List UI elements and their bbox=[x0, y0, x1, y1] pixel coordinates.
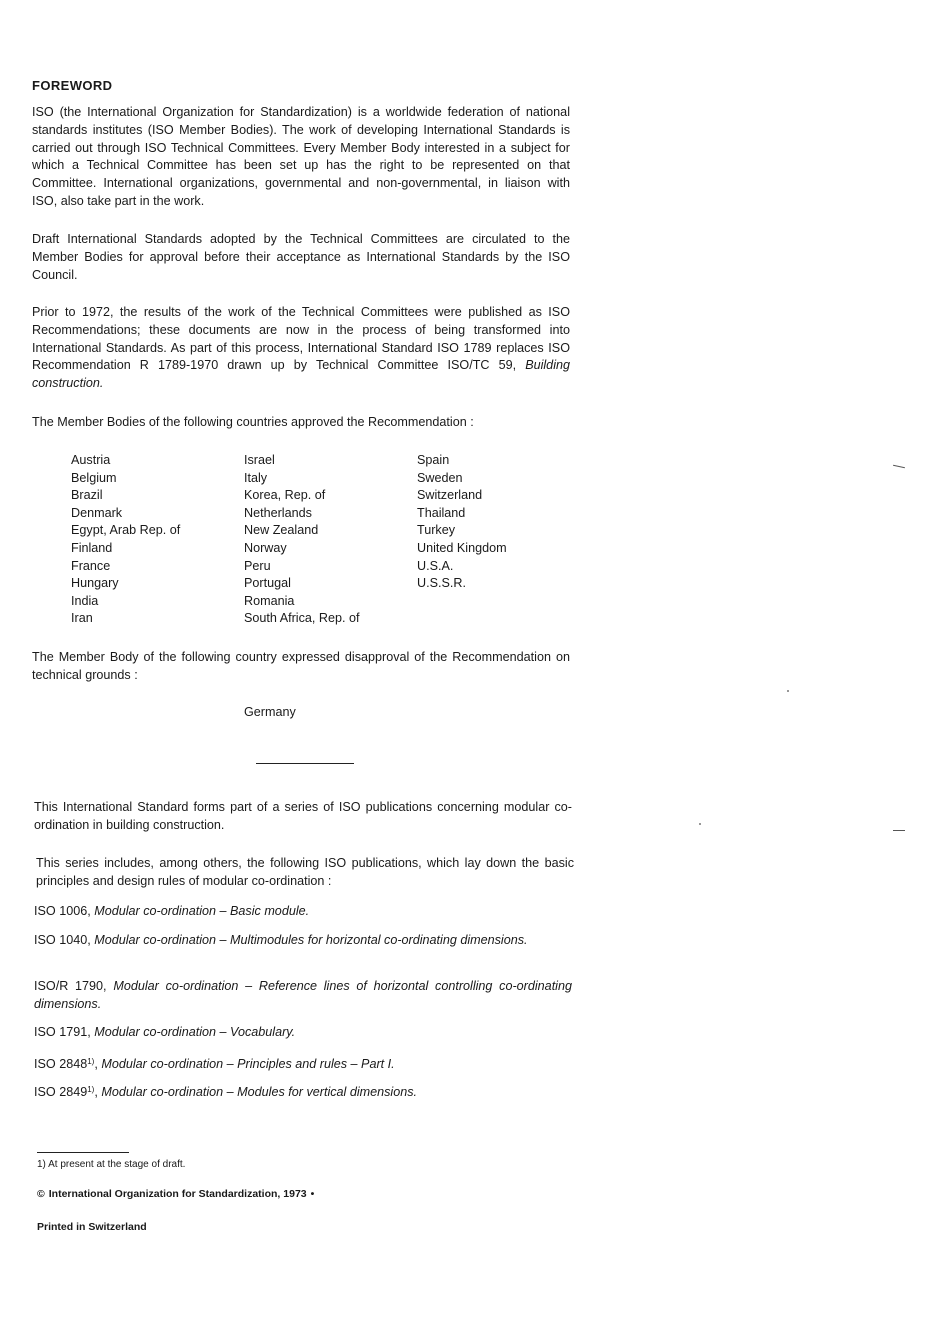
country-item: Romania bbox=[244, 593, 295, 608]
country-item: United Kingdom bbox=[417, 540, 507, 555]
reference-title: Modular co-ordination – Multimodules for horizontal co-ordinating dimensions. bbox=[94, 933, 528, 947]
country-item: Egypt, Arab Rep. of bbox=[71, 523, 181, 538]
reference-title: Modular co-ordination – Basic module. bbox=[94, 904, 310, 918]
reference-item bbox=[34, 932, 572, 950]
country-item: U.S.S.R. bbox=[417, 576, 466, 591]
paragraph-approval-intro: The Member Bodies of the following countries approved the Recommendation : bbox=[32, 415, 474, 429]
reference-title: Modular co-ordination – Principles and rules – Part I. bbox=[101, 1057, 395, 1071]
country-item: Finland bbox=[71, 540, 113, 555]
reference-item: ISO 2849$^{1)}$, Modular co-ordination – Modules for vertical dimensions. bbox=[34, 1085, 418, 1099]
country-item: France bbox=[71, 558, 111, 573]
country-item: Thailand bbox=[417, 505, 466, 520]
paragraph-disapproval-intro: The Member Body of the following country expressed disapproval of the Recommendation on technical grounds : bbox=[32, 650, 570, 682]
reference-item bbox=[34, 1024, 572, 1042]
committee-title: Building construction. bbox=[32, 358, 570, 391]
paragraph-draft-standards: Draft International Standards adopted by the Technical Committees are circulated to the Member Bodies for approval before their acceptance as International Standards by the ISO Council. bbox=[32, 232, 570, 282]
country-item: Denmark bbox=[71, 505, 123, 520]
country-item: Belgium bbox=[71, 470, 117, 485]
country-item: India bbox=[71, 593, 99, 608]
scan-artifact bbox=[893, 465, 905, 468]
reference-title: Modular co-ordination – Reference lines of horizontal controlling co-ordinating dimensions. bbox=[34, 979, 572, 1011]
country-item: Norway bbox=[244, 540, 287, 555]
paragraph-series-part: This International Standard forms part of a series of ISO publications concerning modular co-ordination in building construction. bbox=[34, 800, 572, 832]
copyright-line bbox=[37, 1188, 314, 1200]
country-item: U.S.A. bbox=[417, 558, 454, 573]
country-item: Turkey bbox=[417, 523, 456, 538]
footnote-marker: 1) bbox=[87, 1057, 95, 1066]
country-item: Austria bbox=[71, 453, 111, 467]
reference-item: ISO 2848$^{1)}$, Modular co-ordination – Principles and rules – Part I. bbox=[34, 1057, 395, 1071]
foreword-heading: FOREWORD bbox=[32, 78, 113, 93]
reference-title: Modular co-ordination – Modules for vertical dimensions. bbox=[101, 1085, 418, 1099]
paragraph-prior-1972-text: Prior to 1972, the results of the work of the Technical Committees were published as ISO Recommendations; these documents are now in the process of being transformed into International Standards. As part of this process, International Standard ISO 1789 replaces ISO Recommendation R 1789-1970 drawn up by Technical Committee ISO/TC 59, bbox=[32, 305, 570, 373]
reference-title: Modular co-ordination – Vocabulary. bbox=[94, 1025, 296, 1039]
country-item: Hungary bbox=[71, 576, 119, 591]
country-item: Iran bbox=[71, 611, 93, 626]
country-item: Portugal bbox=[244, 576, 291, 591]
country-item: New Zealand bbox=[244, 523, 319, 538]
countries-column-1 bbox=[71, 452, 244, 628]
scan-artifact bbox=[787, 690, 789, 692]
approving-countries-list bbox=[71, 452, 577, 628]
country-item: Korea, Rep. of bbox=[244, 488, 326, 503]
scan-artifact bbox=[893, 830, 905, 831]
paragraph-prior-1972 bbox=[32, 304, 570, 393]
section-divider bbox=[256, 763, 354, 764]
disapproval-country: Germany bbox=[244, 705, 296, 719]
footnote-rule bbox=[37, 1152, 129, 1153]
reference-number: ISO/R 1790, bbox=[34, 979, 107, 993]
paragraph-iso-intro: ISO (the International Organization for Standardization) is a worldwide federation of national standards institutes (ISO Member Bodies). The work of developing International Standards is carried out through ISO Technical Committees. Every Member Body interested in a subject for which a Technical Committee has been set up has the right to be represented on that Committee. International organizations, governmental and non-governmental, in liaison with ISO, also take part in the work. bbox=[32, 105, 570, 208]
country-item: Sweden bbox=[417, 470, 463, 485]
reference-number: ISO 1006, bbox=[34, 904, 91, 918]
country-item: Spain bbox=[417, 453, 450, 467]
country-item: Netherlands bbox=[244, 505, 312, 520]
copyright-text: International Organization for Standardization, 1973 bbox=[48, 1188, 307, 1200]
reference-number: ISO 1791, bbox=[34, 1025, 91, 1039]
printed-in: Printed in Switzerland bbox=[37, 1221, 147, 1233]
reference-number: ISO 2849 bbox=[34, 1085, 88, 1099]
country-item: Italy bbox=[244, 470, 268, 485]
reference-item bbox=[34, 978, 572, 1014]
footnote: 1) At present at the stage of draft. bbox=[37, 1159, 186, 1170]
reference-number: ISO 2848 bbox=[34, 1057, 88, 1071]
countries-column-2 bbox=[244, 452, 417, 628]
paragraph-series-includes: This series includes, among others, the following ISO publications, which lay down the basic principles and design rules of modular co-ordination : bbox=[36, 856, 574, 888]
copyright-icon: © bbox=[37, 1188, 45, 1200]
country-item: Peru bbox=[244, 558, 271, 573]
scan-artifact bbox=[699, 823, 701, 825]
reference-number: ISO 1040, bbox=[34, 933, 91, 947]
footnote-marker: 1) bbox=[87, 1085, 95, 1094]
bullet-icon: • bbox=[310, 1188, 315, 1200]
reference-item bbox=[34, 903, 572, 921]
country-item: South Africa, Rep. of bbox=[244, 611, 360, 626]
country-item: Israel bbox=[244, 453, 275, 467]
countries-column-3 bbox=[417, 452, 577, 628]
country-item: Brazil bbox=[71, 488, 103, 503]
country-item: Switzerland bbox=[417, 488, 483, 503]
